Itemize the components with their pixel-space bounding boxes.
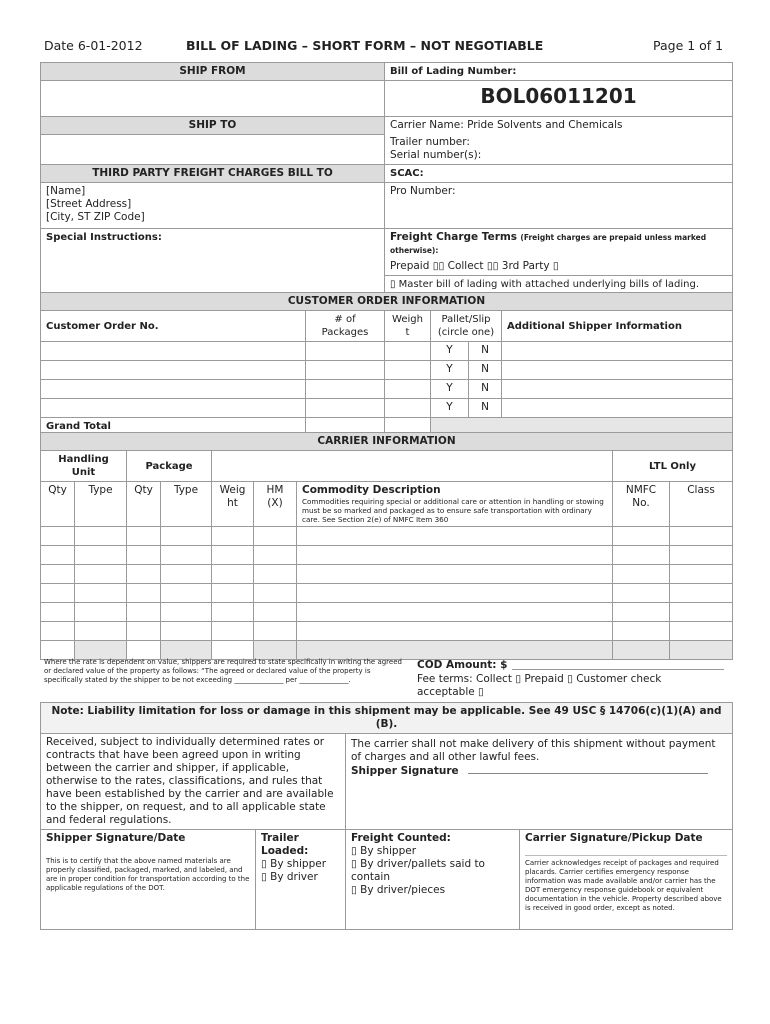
counted-by-pallets-checkbox[interactable]: ▯ By driver/pallets said to contain <box>351 858 485 883</box>
pallet-y[interactable]: Y <box>431 399 469 418</box>
commodity-note: Commodities requiring special or additional care or attention in handling or stowing must be so marked and packaged as to ensure safe transportation with ordinary care. See Section 2(e) of NMFC Item 360 <box>302 497 604 524</box>
pallet-y[interactable]: Y <box>431 380 469 399</box>
col-hu-qty: Qty <box>41 482 75 527</box>
bill-to-city: [City, ST ZIP Code] <box>46 211 145 223</box>
package-header: Package <box>127 451 212 482</box>
no-delivery-note: The carrier shall not make delivery of this shipment without payment of charges and all other lawful fees. <box>351 738 716 763</box>
carrier-info-cell <box>385 117 733 165</box>
shipper-certification: This is to certify that the above named materials are properly classified, packaged, marked, and labeled, and are in proper condition for transportation according to the applicable regulations of the DOT. <box>46 857 250 892</box>
handling-unit-header: Handling Unit <box>41 451 127 482</box>
bol-number: BOL06011201 <box>385 81 733 117</box>
shipper-signature-label: Shipper Signature <box>351 765 459 777</box>
carrier-row <box>41 565 733 584</box>
carrier-total-row <box>41 641 733 660</box>
col-packages: # of Packages <box>306 311 385 342</box>
carrier-row <box>41 622 733 641</box>
commodity-description-header: Commodity Description <box>302 484 441 496</box>
ship-from-field[interactable] <box>41 81 385 117</box>
bill-to-address[interactable] <box>41 183 385 229</box>
pallet-n[interactable]: N <box>469 342 502 361</box>
cod-amount-label: COD Amount: $ <box>417 659 508 671</box>
cod-amount-field[interactable] <box>512 669 724 670</box>
carrier-row <box>41 527 733 546</box>
col-hu-type: Type <box>75 482 127 527</box>
trailer-loaded-label: Trailer Loaded: <box>261 832 309 857</box>
col-hm: HM (X) <box>254 482 297 527</box>
trailer-loaded-cell <box>256 830 346 930</box>
col-nmfc: NMFC No. <box>613 482 670 527</box>
loaded-by-driver-checkbox[interactable]: ▯ By driver <box>261 871 318 883</box>
third-party-header: THIRD PARTY FREIGHT CHARGES BILL TO <box>41 165 385 183</box>
pallet-n[interactable]: N <box>469 380 502 399</box>
form-title: BILL OF LADING – SHORT FORM – NOT NEGOTIABLE <box>186 38 544 53</box>
shipper-signature-line[interactable] <box>468 773 708 774</box>
col-class: Class <box>670 482 733 527</box>
carrier-row <box>41 584 733 603</box>
declared-value-note: Where the rate is dependent on value, shippers are required to state specifically in writing the agreed or declared value of the property as follows: “The agreed or declared value of the property is specifically stated by the shipper to be not exceeding ______________ per ______________. <box>44 658 402 684</box>
fee-terms[interactable]: Fee terms: Collect ▯ Prepaid ▯ Customer check acceptable ▯ <box>417 673 662 698</box>
top-section <box>40 62 733 294</box>
trailer-number: Trailer number: <box>390 136 470 148</box>
bill-to-street: [Street Address] <box>46 198 132 210</box>
carrier-signature-cell[interactable] <box>520 830 733 930</box>
customer-order-band: CUSTOMER ORDER INFORMATION <box>41 293 733 311</box>
loaded-by-shipper-checkbox[interactable]: ▯ By shipper <box>261 858 327 870</box>
pallet-n[interactable]: N <box>469 361 502 380</box>
counted-by-pieces-checkbox[interactable]: ▯ By driver/pieces <box>351 884 446 896</box>
shipper-signature-date-label: Shipper Signature/Date <box>46 832 186 844</box>
col-customer-order: Customer Order No. <box>41 311 306 342</box>
scac-label: SCAC: <box>385 165 733 183</box>
col-pallet-slip: Pallet/Slip (circle one) <box>431 311 502 342</box>
col-weight: Weig ht <box>212 482 254 527</box>
delivery-terms-cell <box>346 734 733 830</box>
order-row <box>41 361 733 380</box>
freight-terms-options[interactable]: Prepaid ▯▯ Collect ▯▯ 3rd Party ▯ <box>390 260 559 272</box>
shipper-signature-cell[interactable] <box>41 830 256 930</box>
pallet-n[interactable]: N <box>469 399 502 418</box>
carrier-acknowledgement: Carrier acknowledges receipt of packages and required placards. Carrier certifies emergency response information was made available and/or carrier has the DOT emergency response guidebook or equivalent documentation in the vehicle. Property described above is received in good order, except as noted. <box>525 859 722 912</box>
received-terms: Received, subject to individually determined rates or contracts that have been agreed upon in writing between the carrier and shipper, if applicable, otherwise to the rates, classifications, and rules that have been established by the carrier and are available to the shipper, on request, and to all applicable state and federal regulations. <box>41 734 346 830</box>
ship-to-header: SHIP TO <box>41 117 385 135</box>
pro-number: Pro Number: <box>385 183 733 229</box>
pallet-y[interactable]: Y <box>431 361 469 380</box>
carrier-signature-label: Carrier Signature/Pickup Date <box>525 832 703 844</box>
freight-counted-cell <box>346 830 520 930</box>
carrier-info-table <box>40 432 733 660</box>
pallet-y[interactable]: Y <box>431 342 469 361</box>
customer-order-table <box>40 292 733 437</box>
liability-note: Note: Liability limitation for loss or damage in this shipment may be applicable. See 49 USC § 14706(c)(1)(A) and (B). <box>41 703 733 734</box>
carrier-row <box>41 603 733 622</box>
freight-counted-label: Freight Counted: <box>351 832 451 844</box>
order-row <box>41 342 733 361</box>
carrier-name: Carrier Name: Pride Solvents and Chemicals <box>390 119 623 131</box>
order-row <box>41 399 733 418</box>
page-number: Page 1 of 1 <box>653 38 724 53</box>
freight-terms-note: (Freight charges are prepaid unless marked otherwise): <box>390 233 707 255</box>
ship-to-field[interactable] <box>41 135 385 165</box>
bol-label: Bill of Lading Number: <box>385 63 733 81</box>
freight-terms-label: Freight Charge Terms <box>390 231 518 243</box>
col-weight: Weigh t <box>385 311 431 342</box>
counted-by-shipper-checkbox[interactable]: ▯ By shipper <box>351 845 417 857</box>
freight-terms-cell <box>385 229 733 276</box>
carrier-row <box>41 546 733 565</box>
signature-section <box>40 702 733 930</box>
commodity-cell <box>297 482 613 527</box>
serial-numbers: Serial number(s): <box>390 149 482 161</box>
col-pkg-qty: Qty <box>127 482 161 527</box>
grand-total-label: Grand Total <box>41 418 306 437</box>
date-label: Date 6-01-2012 <box>44 38 143 53</box>
col-additional-info: Additional Shipper Information <box>502 311 733 342</box>
carrier-info-band: CARRIER INFORMATION <box>41 433 733 451</box>
master-bol-checkbox[interactable]: ▯ Master bill of lading with attached underlying bills of lading. <box>385 276 733 294</box>
special-instructions: Special Instructions: <box>41 229 385 294</box>
bill-to-name: [Name] <box>46 185 86 197</box>
col-pkg-type: Type <box>161 482 212 527</box>
ship-from-header: SHIP FROM <box>41 63 385 81</box>
ltl-only-header: LTL Only <box>613 451 733 482</box>
order-row <box>41 380 733 399</box>
